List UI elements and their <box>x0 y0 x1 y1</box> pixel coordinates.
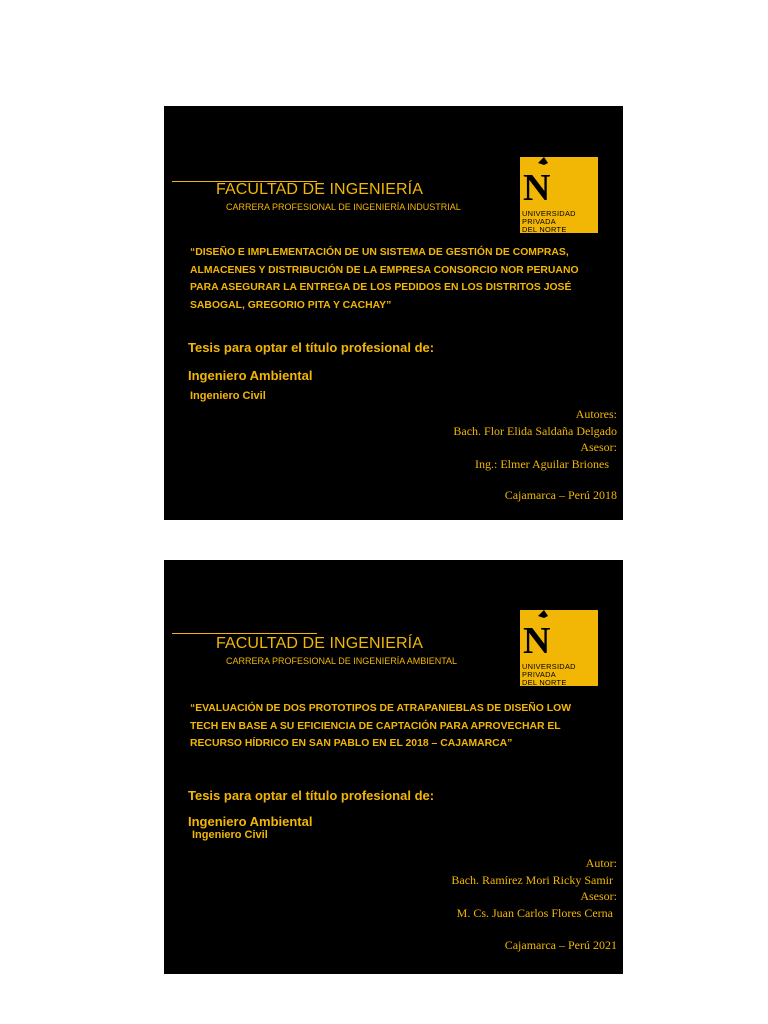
advisor-name: Ing.: Elmer Aguilar Briones <box>475 456 609 471</box>
logo-line-1: UNIVERSIDAD <box>522 209 576 218</box>
title-line: “DISEÑO E IMPLEMENTACIÓN DE UN SISTEMA DE GESTIÓN DE COMPRAS, <box>190 247 569 258</box>
svg-text:N: N <box>523 167 551 209</box>
city-year: Cajamarca – Perú 2021 <box>504 938 617 952</box>
title-line: PARA ASEGURAR LA ENTREGA DE LOS PEDIDOS EN LOS DISTRITOS JOSÉ <box>190 282 572 293</box>
university-logo <box>520 157 598 233</box>
authors-label: Autores: <box>575 407 617 421</box>
title-line: SABOGAL, GREGORIO PITA Y CACHAY” <box>190 299 392 311</box>
title-line: “EVALUACIÓN DE DOS PROTOTIPOS DE ATRAPANIEBLAS DE DISEÑO LOW <box>190 703 572 714</box>
thesis-label: Tesis para optar el título profesional de: <box>188 788 435 803</box>
credits-block <box>453 406 617 472</box>
degree-primary: Ingeniero Ambiental <box>188 368 313 383</box>
degree-secondary: Ingeniero Civil <box>190 390 266 402</box>
title-underline-rule <box>172 633 317 634</box>
cover-slide-1 <box>164 106 623 520</box>
svg-text:N: N <box>523 620 551 662</box>
logo-line-2: PRIVADA <box>522 670 556 679</box>
authors-names: Bach. Flor Elida Saldaña Delgado <box>453 423 617 438</box>
thesis-label: Tesis para optar el título profesional de: <box>188 340 435 355</box>
university-logo <box>520 610 598 686</box>
city-year: Cajamarca – Perú 2018 <box>504 488 617 502</box>
faculty-heading: FACULTAD DE INGENIERÍA <box>216 181 423 198</box>
logo-line-3: DEL NORTE <box>522 678 567 687</box>
cover-slide-2 <box>164 560 623 974</box>
thesis-title <box>190 700 600 753</box>
degree-secondary: Ingeniero Civil <box>192 829 268 841</box>
title-line: RECURSO HÍDRICO EN SAN PABLO EN EL 2018 – CAJAMARCA” <box>190 738 513 749</box>
career-subheading: CARRERA PROFESIONAL DE INGENIERÍA AMBIENTAL <box>226 656 458 666</box>
career-subheading: CARRERA PROFESIONAL DE INGENIERÍA INDUSTRIAL <box>226 202 461 212</box>
logo-line-1: UNIVERSIDAD <box>522 662 576 671</box>
authors-label: Autor: <box>585 856 617 870</box>
advisor-name: M. Cs. Juan Carlos Flores Cerna <box>456 905 613 920</box>
title-line: TECH EN BASE A SU EFICIENCIA DE CAPTACIÓN PARA APROVECHAR EL <box>190 720 561 732</box>
advisor-label: Asesor: <box>580 440 617 454</box>
thesis-title <box>190 244 600 314</box>
authors-names: Bach. Ramírez Mori Ricky Samir <box>451 872 613 887</box>
title-line: ALMACENES Y DISTRIBUCIÓN DE LA EMPRESA CONSORCIO NOR PERUANO <box>190 264 579 276</box>
credits-block <box>451 855 617 921</box>
faculty-heading: FACULTAD DE INGENIERÍA <box>216 635 423 652</box>
logo-line-2: PRIVADA <box>522 217 556 226</box>
degree-primary: Ingeniero Ambiental <box>188 814 313 829</box>
logo-line-3: DEL NORTE <box>522 225 567 234</box>
advisor-label: Asesor: <box>580 889 617 903</box>
